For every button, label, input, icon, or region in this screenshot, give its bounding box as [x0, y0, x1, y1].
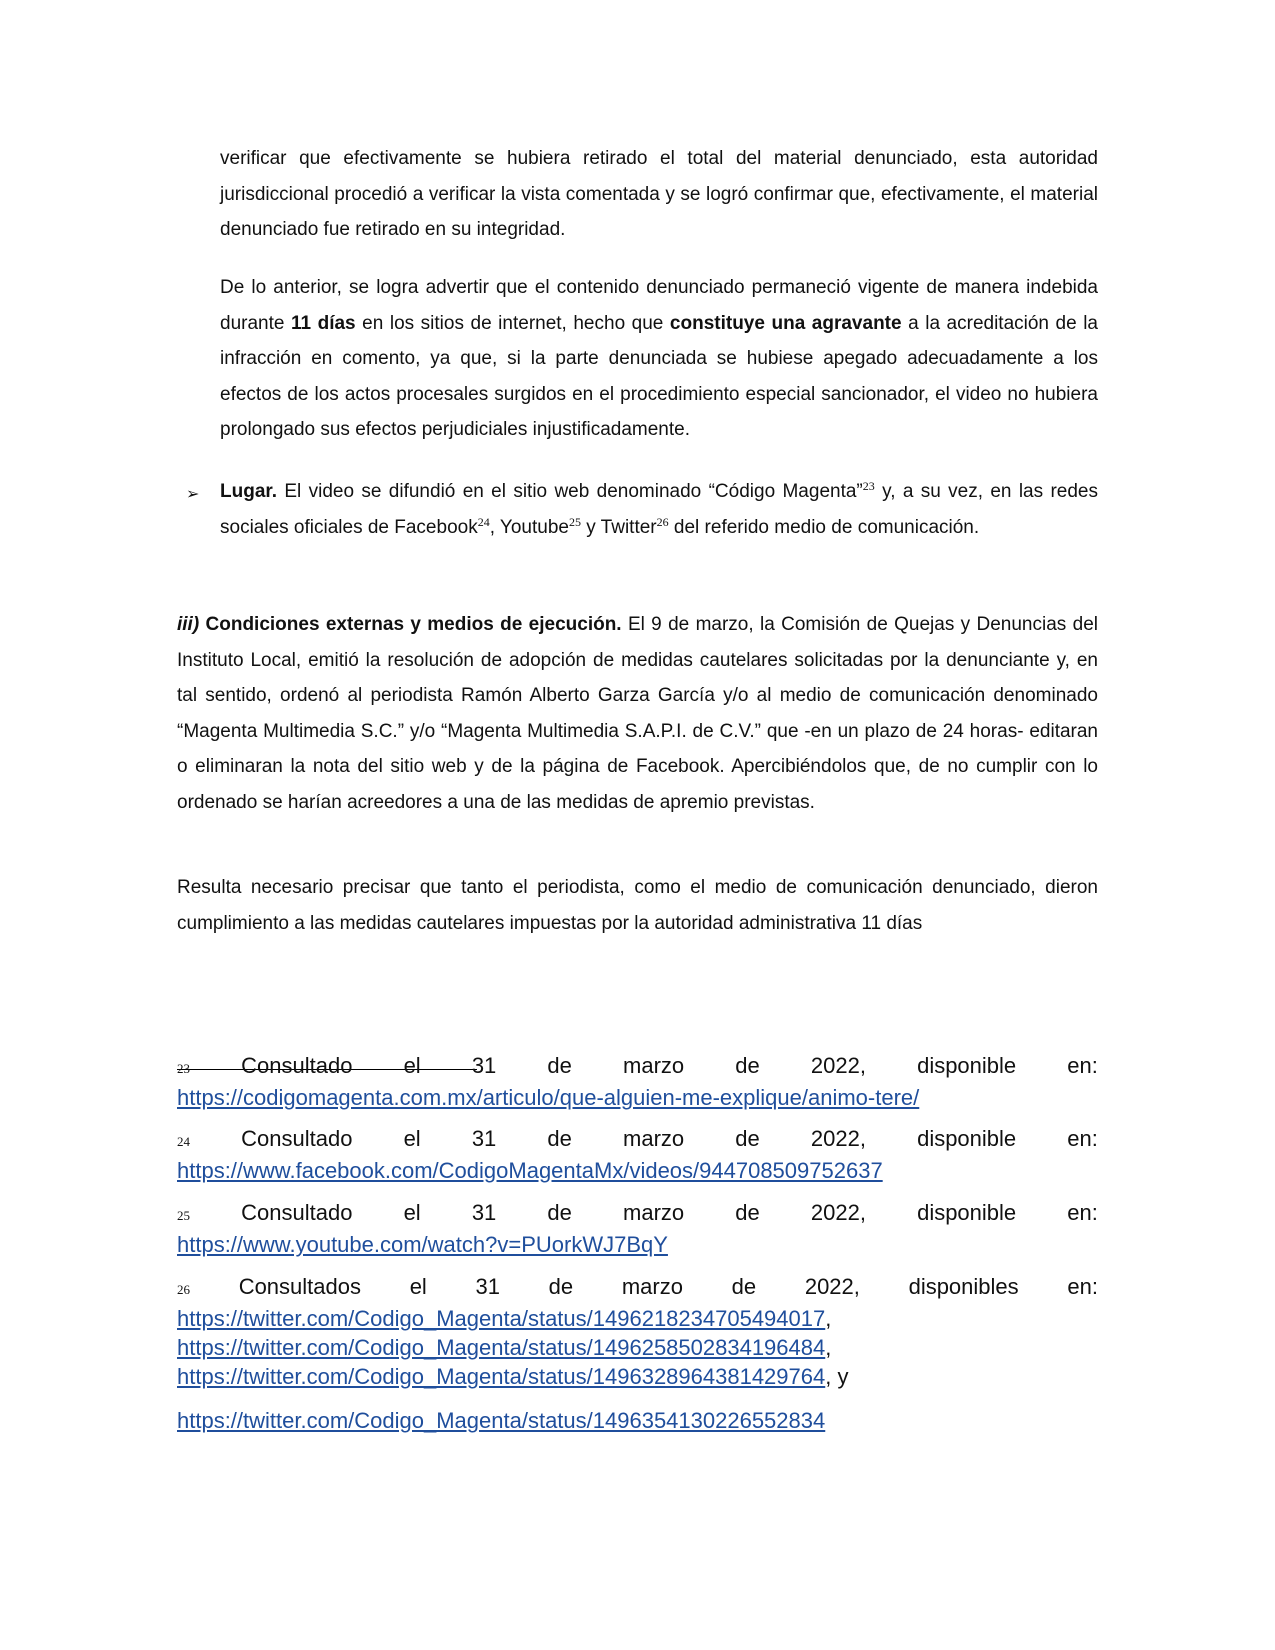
paragraph-compliance: Resulta necesario precisar que tanto el periodista, como el medio de comunicación denunciado, dieron cumplimiento a las medidas cautelares impuestas por la autoridad administrativa 11 días — [177, 877, 1098, 934]
paragraph-duration: De lo anterior, se logra advertir que el contenido denunciado permaneció vigente de manera indebida durante 11 días en los sitios de internet, hecho que constituye una agravante a la acreditación de la infracción en comento, ya que, si la parte denunciada se hubiese apegado adecuadamente a los efectos de los actos procesales surgidos en el procedimiento especial sancionador, el video no hubiera prolongado sus efectos perjudiciales injustificadamente. — [220, 277, 1098, 440]
arrow-bullet-icon: ➢ — [186, 486, 200, 503]
paragraph-verification: verificar que efectivamente se hubiera retirado el total del material denunciado, esta autoridad jurisdiccional procedió a verificar la vista comentada y se logró confirmar que, efectivamente, el material denunciado fue retirado en su integridad. — [220, 148, 1098, 240]
footnote-ref-26[interactable]: 26 — [656, 514, 669, 529]
bold-agravante: constituye una agravante — [669, 312, 902, 334]
footnote-link[interactable]: https://twitter.com/Codigo_Magenta/status/1496354130226552834 — [177, 1408, 826, 1433]
label-lugar: Lugar. — [220, 481, 278, 502]
footnote-text-row: 26 Consultados el 31 de marzo de 2022, disponibles en: — [177, 1272, 1098, 1304]
footnote-text-row: 25 Consultado el 31 de marzo de 2022, disponible en: — [177, 1198, 1098, 1230]
footnote-link[interactable]: https://twitter.com/Codigo_Magenta/status/1496258502834196484 — [177, 1335, 826, 1360]
footnote-ref-25[interactable]: 25 — [568, 514, 581, 529]
footnote-25 — [177, 1198, 1098, 1259]
footnote-link[interactable]: https://www.facebook.com/CodigoMagentaMx/videos/944708509752637 — [177, 1158, 883, 1183]
footnote-number: 26 — [177, 1282, 190, 1297]
footnote-26: 26 Consultados el 31 de marzo de 2022, disponibles en: https://twitter.com/Codigo_Magenta/status/1496218234705494017, https://twitter.com/Codigo_Magenta/status/1496258502834196484, https://twitter.com/Codigo_Magenta/status/1496328964381429764, y https://twitter.com/Codigo_Magenta/status/1496354130226552834 — [177, 1274, 1098, 1433]
footnote-number: 23 — [177, 1061, 190, 1076]
paragraph-lugar: Lugar. El video se difundió en el sitio web denominado “Código Magenta”$^{23}$ y, a su vez, en las redes sociales oficiales de Facebook$^{24}$, Youtube$^{25}$ y Twitter$^{26}$ del referido medio de comunicación. — [220, 479, 1098, 538]
section-heading-iii: iii) Condiciones externas y medios de ejecución. — [177, 614, 622, 635]
paragraph-conditions: iii) Condiciones externas y medios de ejecución. El 9 de marzo, la Comisión de Quejas y Denuncias del Instituto Local, emitió la resolución de adopción de medidas cautelares solicitadas por la denunciante y, en tal sentido, ordenó al periodista Ramón Alberto Garza García y/o al medio de comunicación denominado “Magenta Multimedia S.C.” y/o “Magenta Multimedia S.A.P.I. de C.V.” que -en un plazo de 24 horas- editaran o eliminaran la nota del sitio web y de la página de Facebook. Apercibiéndolos que, de no cumplir con lo ordenado se harían acreedores a una de las medidas de apremio previstas. — [177, 614, 1098, 813]
footnote-link[interactable]: https://twitter.com/Codigo_Magenta/status/1496328964381429764 — [177, 1364, 826, 1389]
footnote-24 — [177, 1124, 1098, 1185]
footnote-link[interactable]: https://www.youtube.com/watch?v=PUorkWJ7BqY — [177, 1232, 668, 1257]
footnote-ref-24[interactable]: 24 — [477, 514, 490, 529]
footnote-23 — [177, 1051, 1098, 1112]
footnote-number: 25 — [177, 1208, 190, 1223]
footnote-ref-23[interactable]: 23 — [862, 479, 875, 493]
footnote-link[interactable]: https://codigomagenta.com.mx/articulo/que-alguien-me-explique/animo-tere/ — [177, 1085, 920, 1110]
footnote-link[interactable]: https://twitter.com/Codigo_Magenta/status/1496218234705494017 — [177, 1306, 826, 1331]
footnote-text-row: 23 Consultado el 31 de marzo de 2022, disponible en: — [177, 1051, 1098, 1083]
footnote-number: 24 — [177, 1134, 190, 1149]
bold-11-dias: 11 días — [290, 312, 356, 334]
footnote-text-row: 24 Consultado el 31 de marzo de 2022, disponible en: — [177, 1124, 1098, 1156]
